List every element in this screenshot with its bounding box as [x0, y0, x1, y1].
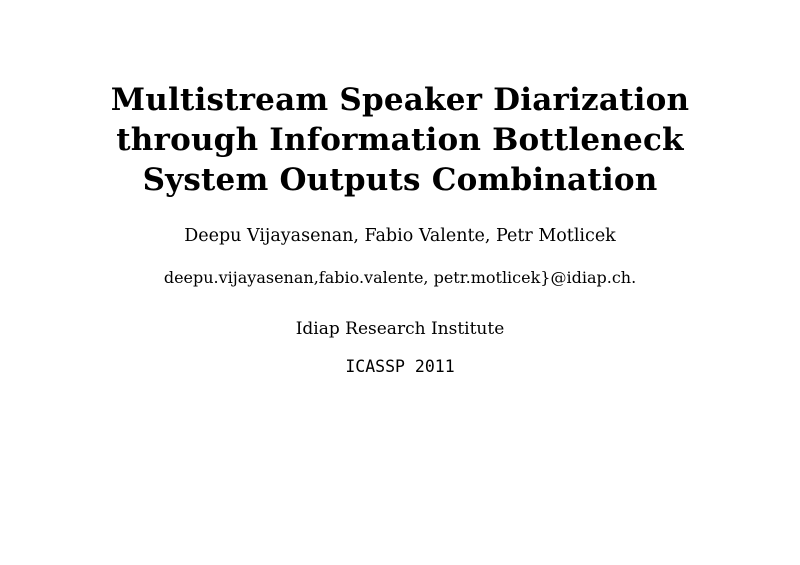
- page-title: [50, 80, 750, 200]
- author-list: Deepu Vijayasenan, Fabio Valente, Petr Motlicek: [184, 226, 616, 246]
- title-line-2: through Information Bottleneck: [116, 122, 684, 158]
- conference-name: ICASSP 2011: [345, 357, 455, 376]
- title-line-1: Multistream Speaker Diarization: [110, 82, 690, 118]
- institute-name: Idiap Research Institute: [295, 319, 505, 339]
- contact-email: deepu.vijayasenan,fabio.valente, petr.motlicek}@idiap.ch.: [163, 268, 637, 287]
- title-line-3: System Outputs Combination: [142, 162, 658, 198]
